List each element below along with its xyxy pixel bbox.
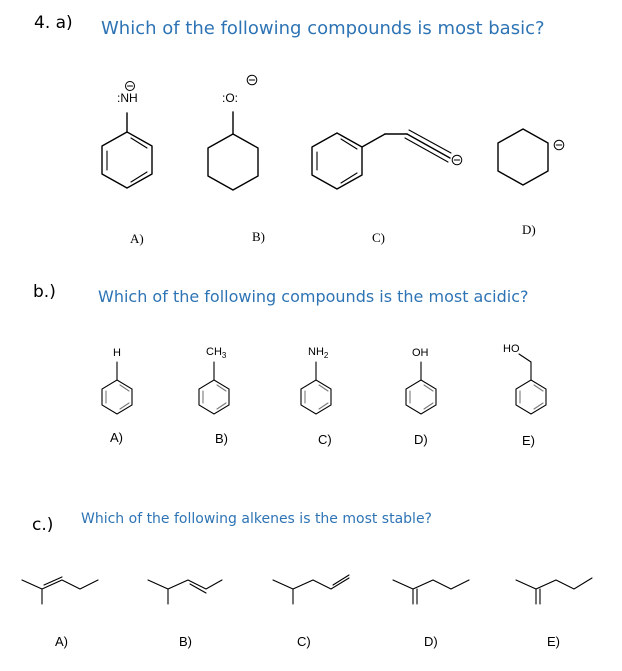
compound-a-d-structure [498,129,564,185]
compound-b-b-structure [199,362,229,414]
compound-a-c-structure [312,130,462,189]
subscript-3: 3 [221,351,227,361]
compound-b-c-structure [301,362,331,414]
option-a-b[interactable]: B) [252,229,265,244]
option-a-c[interactable]: C) [372,230,385,245]
substituent-h: H [113,347,121,359]
alkene-d-structure [393,580,469,604]
question-b-text: Which of the following compounds is the most acidic? [98,287,529,306]
option-b-c[interactable]: C) [318,432,332,447]
compound-b-e-structure [516,354,546,414]
question-b-number: b.) [33,282,56,302]
subscript-2: 2 [323,351,329,361]
option-c-c[interactable]: C) [297,634,311,649]
alkene-c-structure [273,575,349,604]
substituent-ho: HO [503,343,520,355]
substituent-oh: OH [412,347,429,359]
question-a-number: 4. a) [34,13,73,33]
compound-b-a-structure [102,362,132,414]
alkene-b-structure [148,580,222,604]
atom-label-o: :O: [222,91,239,105]
substituent-ch3: $CH_3$ [206,346,227,361]
option-b-a[interactable]: A) [110,430,123,445]
option-a-d[interactable]: D) [522,222,536,237]
question-a-text: Which of the following compounds is most basic? [101,18,545,39]
option-c-a[interactable]: A) [55,634,68,649]
question-c-number: c.) [32,515,54,535]
option-b-d[interactable]: D) [414,432,428,447]
option-c-d[interactable]: D) [424,634,438,649]
alkene-e-structure [516,578,592,604]
option-a-a[interactable]: A) [130,231,144,246]
atom-label-nh: :NH [117,91,138,105]
option-b-e[interactable]: E) [522,433,535,448]
question-c-text: Which of the following alkenes is the most stable? [81,511,432,527]
substituent-nh2: $NH_2$ [308,346,329,361]
option-c-e[interactable]: E) [547,634,560,649]
compound-b-d-structure [406,362,436,414]
option-c-b[interactable]: B) [179,634,192,649]
option-b-b[interactable]: B) [215,431,228,446]
alkene-a-structure [22,577,98,604]
